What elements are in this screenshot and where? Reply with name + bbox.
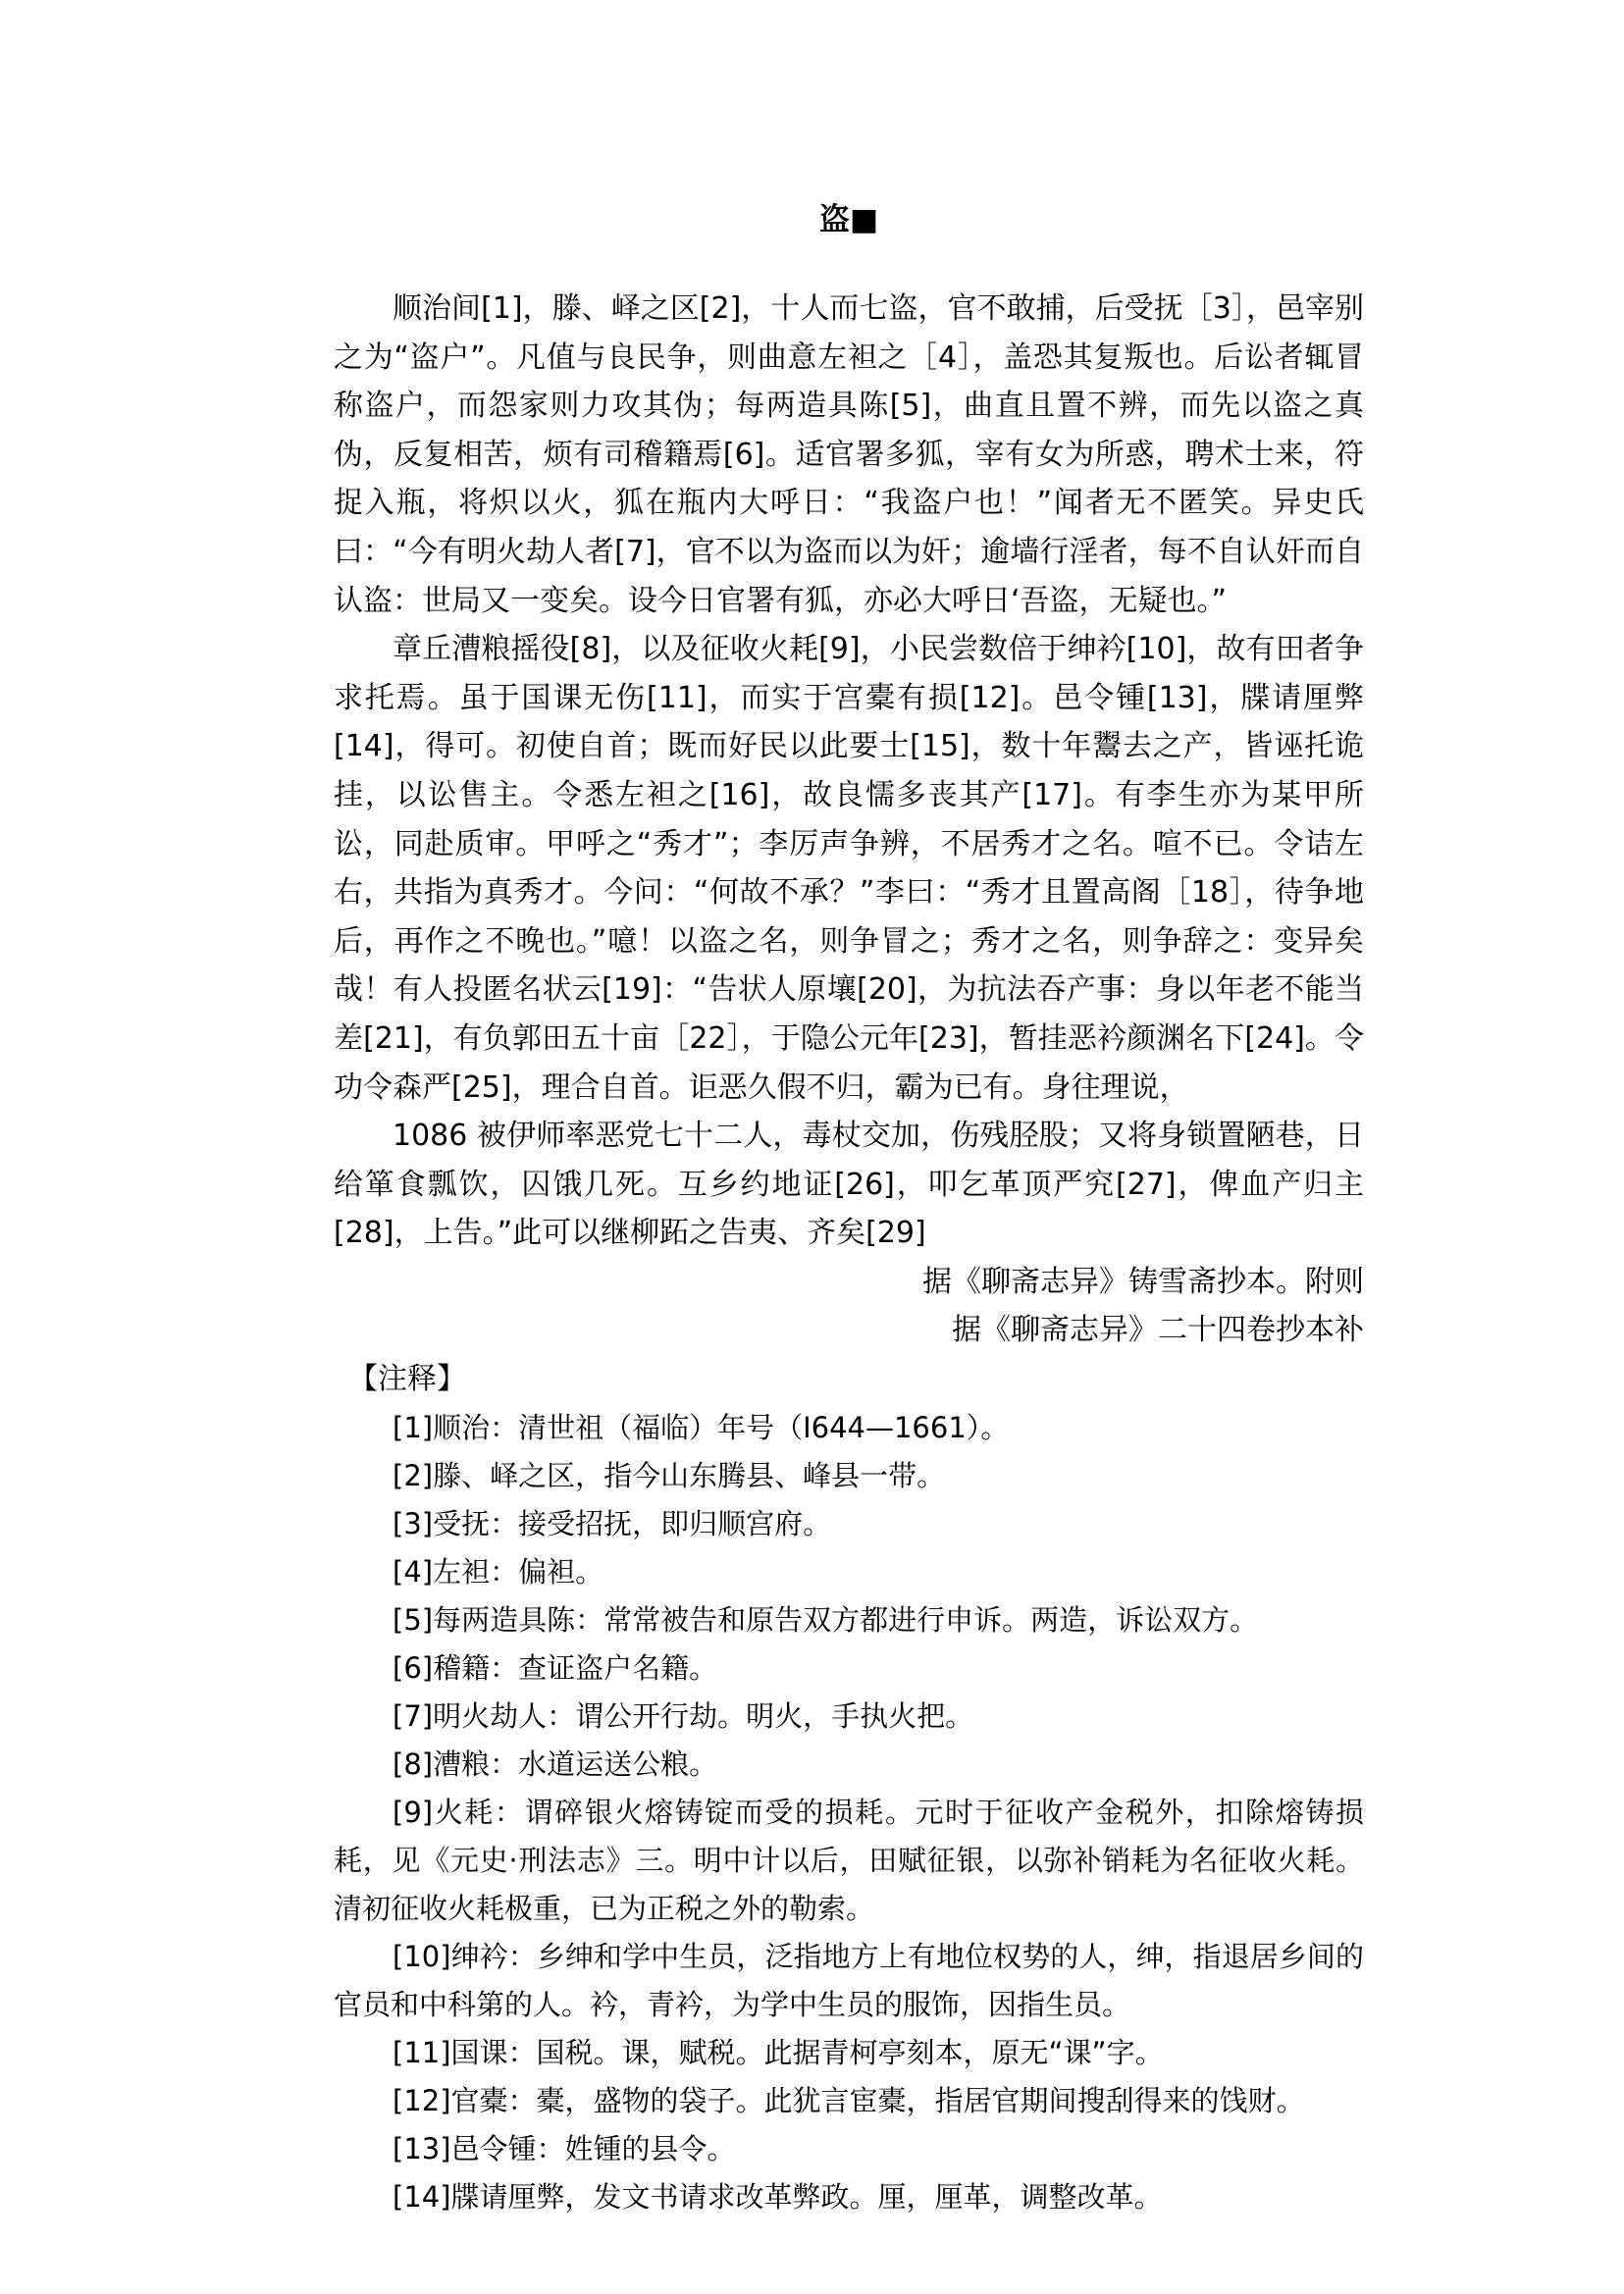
footnote: [12]官橐：橐，盛物的袋子。此犹言宦橐，指居官期间搜刮得来的饯财。 bbox=[393, 2083, 1305, 2117]
footnote: [14]牒请厘弊，发文书请求改革弊政。厘，厘革，调整改革。 bbox=[393, 2179, 1163, 2214]
source-note-line: 据《聊斋志异》铸雪斋抄本。附则 bbox=[922, 1264, 1364, 1299]
footnote: [10]绅衿：乡绅和学中生员，泛指地方上有地位权势的人，绅，指退居乡间的官员和中科第的人。衿，青衿，为学中生员的服饰，因指生员。 bbox=[334, 1939, 1364, 2021]
footnote: [11]国课：国税。课，赋税。此据青柯亭刻本，原无“课”字。 bbox=[393, 2035, 1164, 2069]
source-note-line: 据《聊斋志异》二十四卷抄本补 bbox=[952, 1313, 1364, 1348]
footnote: [2]滕、峄之区，指今山东腾县、峰县一带。 bbox=[393, 1458, 946, 1492]
footnote: [5]每两造具陈：常常被告和原告双方都进行申诉。两造，诉讼双方。 bbox=[393, 1602, 1259, 1637]
footnote: [7]明火劫人：谓公开行劫。明火，手执火把。 bbox=[393, 1698, 974, 1733]
footnote: [13]邑令锺：姓锺的县令。 bbox=[393, 2131, 736, 2165]
footnote: [1]顺治：清世祖（福临）年号（I644—1661）。 bbox=[393, 1410, 1010, 1444]
document-body bbox=[334, 285, 1364, 2221]
notes-heading: 【注释】 bbox=[348, 1362, 466, 1397]
paragraph: 1086 被伊师率恶党七十二人，毒杖交加，伤残胫股；又将身锁置陋巷，日给箪食瓢饮，囚饿几死。互乡约地证[26]，叩乞革顶严究[27]，俾血产归主[28]，上告。”此可以继柳跖之告夷、齐矣[29] bbox=[334, 1119, 1364, 1251]
page-title: 盗■ bbox=[818, 202, 879, 237]
footnote: [3]受抚：接受招抚，即归顺宫府。 bbox=[393, 1506, 832, 1540]
footnote: [9]火耗：谓碎银火熔铸锭而受的损耗。元时于征收产金税外，扣除熔铸损耗，见《元史·刑法志》三。明中计以后，田赋征银，以弥补销耗为名征收火耗。清初征收火耗极重，已为正税之外的勒索。 bbox=[334, 1795, 1364, 1925]
paragraph: 顺治间[1]，滕、峄之区[2]，十人而七盗，官不敢捕，后受抚［3］，邑宰别之为“盗户”。凡值与良民争，则曲意左袒之［4］，盖恐其复叛也。后讼者辄冒称盗户，而怨家则力攻其伪；每两造具陈[5]，曲直且置不辨，而先以盗之真伪，反复相苦，烦有司稽籍焉[6]。适官署多狐，宰有女为所惑，聘术士来，符捉入瓶，将炽以火，狐在瓶内大呼日：“我盗户也！”闻者无不匿笑。异史氏曰：“今有明火劫人者[7]，官不以为盗而以为奸；逾墙行淫者，每不自认奸而自认盗：世局又一变矣。设今日官署有狐，亦必大呼日‘吾盗，无疑也。” bbox=[334, 291, 1364, 618]
footnote: [8]漕粮：水道运送公粮。 bbox=[393, 1747, 718, 1781]
footnote: [6]稽籍：查证盗户名籍。 bbox=[393, 1650, 718, 1685]
footnote: [4]左袒：偏袒。 bbox=[393, 1554, 604, 1589]
paragraph: 章丘漕粮摇役[8]，以及征收火耗[9]，小民尝数倍于绅衿[10]，故有田者争求托焉。虽于国课无伤[11]，而实于宫橐有损[12]。邑令锺[13]，牒请厘弊[14]，得可。初使自首；既而好民以此要士[15]，数十年鬻去之产，皆诬托诡挂，以讼售主。令悉左袒之[16]，故良懦多丧其产[17]。有李生亦为某甲所讼，同赴质审。甲呼之“秀才”；李厉声争辨，不居秀才之名。喧不已。令诘左右，共指为真秀才。今问：“何故不承？”李曰：“秀才且置高阁［18］，待争地后，再作之不晚也。”噫！以盗之名，则争冒之；秀才之名，则争辞之：变异矣哉！有人投匿名状云[19]：“告状人原壤[20]，为抗法吞产事：身以年老不能当差[21]，有负郭田五十亩［22］，于隐公元年[23]，暂挂恶衿颜渊名下[24]。令功令森严[25]，理合自首。讵恶久假不归，霸为已有。身往理说， bbox=[334, 632, 1364, 1105]
